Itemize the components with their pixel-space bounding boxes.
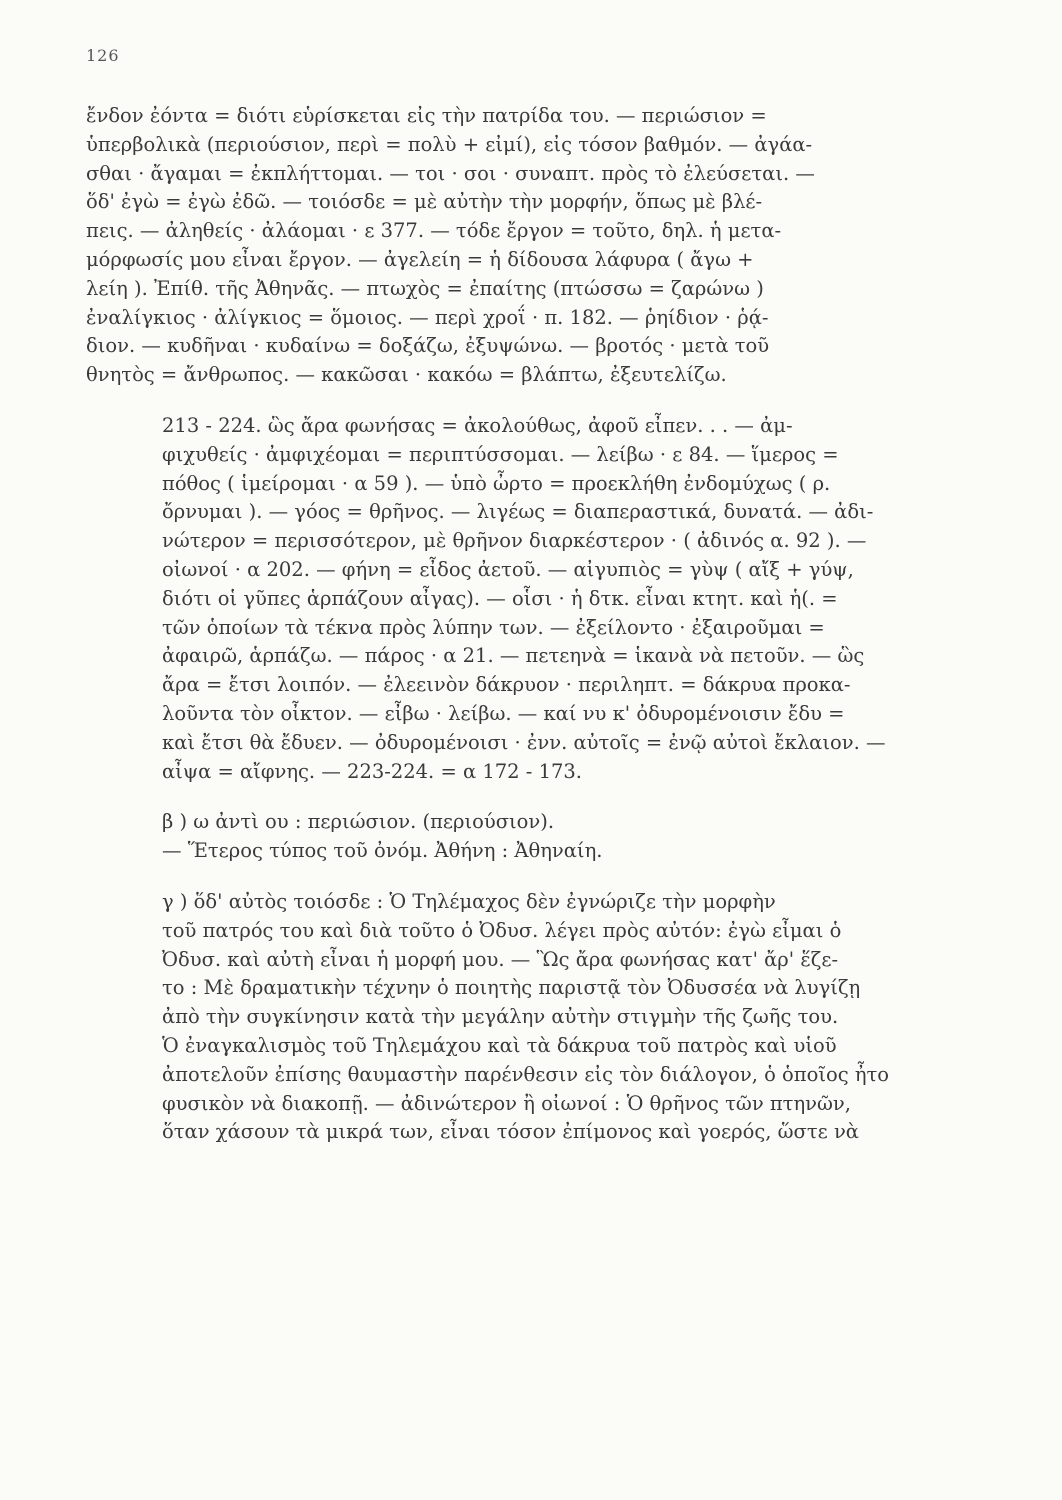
text-line: καὶ ἔτσι θὰ ἔδυεν. — ὀδυρομένοισι · ἐνν. αὐτοῖς = ἐνῷ αὐτοὶ ἔκλαιον. — <box>162 730 886 754</box>
text-line: λείη ). Ἐπίθ. τῆς Ἀθηνᾶς. — πτωχὸς = ἐπαίτης (πτώσσω = ζαρώνω ) <box>86 276 764 300</box>
text-line: ἀφαιρῶ, ἁρπάζω. — πάρος · α 21. — πετεηνὰ = ἱκανὰ νὰ πετοῦν. — ὣς <box>162 644 865 668</box>
text-line: 213 - 224. ὣς ἄρα φωνήσας = ἀκολούθως, ἀφοῦ εἶπεν. . . — ἀμ- <box>162 413 793 437</box>
text-line: αἶψα = αἴφνης. — 223-224. = α 172 - 173. <box>162 759 582 783</box>
text-line: β ) ω ἀντὶ ου : περιώσιον. (περιούσιον). <box>162 810 555 834</box>
text-line: ἄρα = ἔτσι λοιπόν. — ἐλεεινὸν δάκρυον · περιληπτ. = δάκρυα προκα- <box>162 673 851 697</box>
commentary-paragraph-1 <box>86 102 978 390</box>
commentary-paragraph-3 <box>86 808 978 866</box>
text-line: Ὁ ἐναγκαλισμὸς τοῦ Τηλεμάχου καὶ τὰ δάκρυα τοῦ πατρὸς καὶ υἱοῦ <box>162 1033 837 1057</box>
text-line: νώτερον = περισσότερον, μὲ θρῆνον διαρκέστερον · ( ἀδινός α. 92 ). — <box>162 529 867 553</box>
text-line: διότι οἱ γῦπες ἁρπάζουν αἶγας). — οἷσι · ἡ δτκ. εἶναι κτητ. καὶ ἡ(. = <box>162 586 838 610</box>
text-line: πόθος ( ἱμείρομαι · α 59 ). — ὑπὸ ὦρτο = προεκλήθη ἐνδομύχως ( ρ. <box>162 471 831 495</box>
text-line: ἐναλίγκιος · ἀλίγκιος = ὅμοιος. — περὶ χροΐ · π. 182. — ῥηίδιον · ῥᾴ- <box>86 305 769 329</box>
text-line: γ ) ὅδ' αὐτὸς τοιόσδε : Ὁ Τηλέμαχος δὲν ἐγνώριζε τὴν μορφὴν <box>162 889 776 913</box>
text-line: ὅδ' ἐγὼ = ἐγὼ ἐδῶ. — τοιόσδε = μὲ αὐτὴν τὴν μορφήν, ὅπως μὲ βλέ- <box>86 190 763 214</box>
text-line: φυσικὸν νὰ διακοπῇ. — ἀδινώτερον ἢ οἰωνοί : Ὁ θρῆνος τῶν πτηνῶν, <box>162 1091 851 1115</box>
text-line: λοῦντα τὸν οἶκτον. — εἶβω · λείβω. — καί νυ κ' ὀδυρομένοισιν ἔδυ = <box>162 701 845 725</box>
text-line: το : Μὲ δραματικὴν τέχνην ὁ ποιητὴς παριστᾷ τὸν Ὀδυσσέα νὰ λυγίζῃ <box>162 976 861 1000</box>
text-line: πεις. — ἀληθείς · ἀλάομαι · ε 377. — τόδε ἔργον = τοῦτο, δηλ. ἡ μετα- <box>86 219 782 243</box>
page-number: 126 <box>86 46 120 65</box>
text-line: οἰωνοί · α 202. — φήνη = εἶδος ἀετοῦ. — αἰγυπιὸς = γὺψ ( αἴξ + γύψ, <box>162 557 854 581</box>
text-line: ἀποτελοῦν ἐπίσης θαυμαστὴν παρένθεσιν εἰς τὸν διάλογον, ὁ ὁποῖος ἦτο <box>162 1062 890 1086</box>
text-line: διον. — κυδῆναι · κυδαίνω = δοξάζω, ἐξυψώνω. — βροτός · μετὰ τοῦ <box>86 334 770 358</box>
text-line: ὄρνυμαι ). — γόος = θρῆνος. — λιγέως = διαπεραστικά, δυνατά. — ἀδι- <box>162 500 874 524</box>
text-line: Ὀδυσ. καὶ αὐτὴ εἶναι ἡ μορφή μου. — Ὣς ἄρα φωνήσας κατ' ἄρ' ἕζε- <box>162 947 839 971</box>
commentary-paragraph-4 <box>86 888 978 1147</box>
commentary-paragraph-2 <box>86 412 978 786</box>
text-line: ἔνδον ἐόντα = διότι εὑρίσκεται εἰς τὴν πατρίδα του. — περιώσιον = <box>86 104 767 127</box>
text-line: ἀπὸ τὴν συγκίνησιν κατὰ τὴν μεγάλην αὐτὴν στιγμὴν τῆς ζωῆς του. <box>162 1005 839 1029</box>
text-line: ὅταν χάσουν τὰ μικρά των, εἶναι τόσον ἐπίμονος καὶ γοερός, ὥστε νὰ <box>162 1120 859 1144</box>
text-line: θνητὸς = ἄνθρωπος. — κακῶσαι · κακόω = βλάπτω, ἐξευτελίζω. <box>86 363 727 387</box>
text-line: τῶν ὁποίων τὰ τέκνα πρὸς λύπην των. — ἐξείλοντο · ἐξαιροῦμαι = <box>162 615 825 639</box>
page-text <box>86 102 978 1147</box>
text-line: φιχυθείς · ἀμφιχέομαι = περιπτύσσομαι. — λείβω · ε 84. — ἵμερος = <box>162 442 839 466</box>
text-line: τοῦ πατρός του καὶ διὰ τοῦτο ὁ Ὀδυσ. λέγει πρὸς αὐτόν: ἐγὼ εἶμαι ὁ <box>162 918 842 942</box>
text-line: σθαι · ἄγαμαι = ἐκπλήττομαι. — τοι · σοι · συναπτ. πρὸς τὸ ἐλεύσεται. — <box>86 161 815 185</box>
text-line: — Ἕτερος τύπος τοῦ ὀνόμ. Ἀθήνη : Ἀθηναίη. <box>162 839 603 863</box>
text-line: μόρφωσίς μου εἶναι ἔργον. — ἀγελείη = ἡ δίδουσα λάφυρα ( ἄγω + <box>86 247 754 271</box>
text-line: ὑπερβολικὰ (περιούσιον, περὶ = πολὺ + εἰμί), εἰς τόσον βαθμόν. — ἀγάα- <box>86 132 813 156</box>
